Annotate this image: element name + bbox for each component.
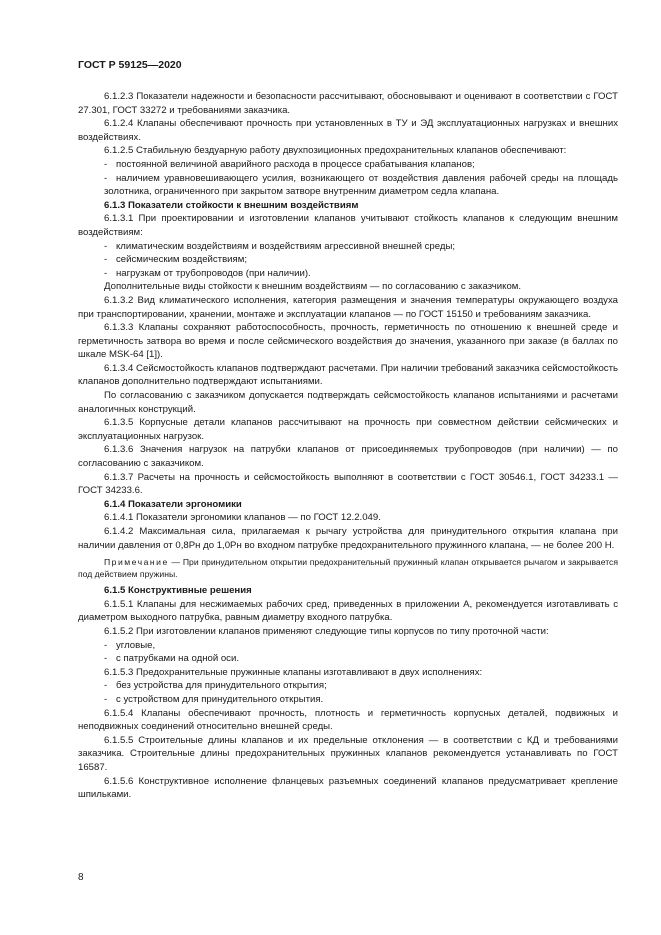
paragraph: 6.1.5.1 Клапаны для несжимаемых рабочих сред, приведенных в приложении А, рекомендуется изготавливать с диаметром выходного патрубка, равным диаметру входного патрубка.: [78, 598, 618, 624]
paragraph: 6.1.5.3 Предохранительные пружинные клапаны изготавливают в двух исполнениях:: [104, 666, 483, 678]
section-heading: 6.1.3 Показатели стойкости к внешним воздействиям: [104, 199, 359, 211]
document-header: ГОСТ Р 59125—2020: [78, 59, 182, 71]
paragraph: 6.1.5.6 Конструктивное исполнение фланцевых разъемных соединений клапанов предусматривает крепление шпильками.: [78, 775, 618, 801]
paragraph: 6.1.2.3 Показатели надежности и безопасности рассчитывают, обосновывают и оценивают в соответствии с ГОСТ 27.301, ГОСТ 33272 и требованиями заказчика.: [78, 91, 618, 116]
list-item: - без устройства для принудительного открытия;: [78, 679, 618, 693]
note: [78, 556, 618, 580]
list-item: - угловые,: [78, 639, 618, 653]
paragraph: 6.1.4.2 Максимальная сила, прилагаемая к рычагу устройства для принудительного открытия клапана при наличии давления от 0,8Pн до 1,0Pн во входном патрубке предохранительного пружинного клапана, — не более 200 Н.: [78, 526, 618, 551]
list-item: - с патрубками на одной оси.: [78, 652, 618, 666]
list-item: - постоянной величиной аварийного расхода в процессе срабатывания клапанов;: [78, 158, 618, 172]
paragraph: Дополнительные виды стойкости к внешним воздействиям — по согласованию с заказчиком.: [104, 281, 522, 293]
list-item: - климатическим воздействиям и воздействиям агрессивной внешней среды;: [78, 240, 618, 254]
paragraph: 6.1.3.1 При проектировании и изготовлении клапанов учитывают стойкость клапанов к следующим внешним воздействиям:: [78, 213, 618, 238]
paragraph: 6.1.3.3 Клапаны сохраняют работоспособность, прочность, герметичность по отношению к внешней среде и герметичность затвора во время и после сейсмического воздействия до значения, указанного при заказе (в баллах по шкале MSK-64 [1]).: [78, 322, 618, 361]
paragraph: 6.1.4.1 Показатели эргономики клапанов — по ГОСТ 12.2.049.: [104, 512, 381, 524]
paragraph: 6.1.3.7 Расчеты на прочность и сейсмостойкость выполняют в соответствии с ГОСТ 30546.1, ГОСТ 34233.1 — ГОСТ 34233.6.: [78, 471, 618, 497]
page-number: 8: [78, 872, 84, 883]
paragraph: 6.1.5.5 Строительные длины клапанов и их предельные отклонения — в соответствии с КД и требованиями заказчика. Строительные длины предохранительных пружинных клапанов рекомендуется устанавливать по ГОСТ 16587.: [78, 734, 618, 773]
paragraph: 6.1.2.4 Клапаны обеспечивают прочность при установленных в ТУ и ЭД эксплуатационных нагрузках и внешних воздействиях.: [78, 118, 618, 143]
list-item: - сейсмическим воздействиям;: [78, 253, 618, 267]
paragraph: 6.1.3.5 Корпусные детали клапанов рассчитывают на прочность при совместном действии сейсмических и эксплуатационных нагрузок.: [78, 417, 618, 442]
document-body: [78, 90, 618, 802]
paragraph: 6.1.3.4 Сейсмостойкость клапанов подтверждают расчетами. При наличии требований заказчика сейсмостойкость клапанов дополнительно подтверждают испытаниями.: [78, 362, 618, 388]
paragraph: По согласованию с заказчиком допускается подтверждать сейсмостойкость клапанов испытаниями и расчетами аналогичных конструкций.: [78, 390, 618, 415]
note-label: Примечание: [104, 557, 169, 568]
paragraph: 6.1.3.2 Вид климатического исполнения, категория размещения и значения температуры окружающего воздуха при транспортировании, хранении, монтаже и эксплуатации клапанов — по ГОСТ 15150 и требованиям заказчика.: [78, 294, 618, 320]
paragraph: 6.1.2.5 Стабильную бездуарную работу двухпозиционных предохранительных клапанов обеспечивают:: [104, 145, 567, 157]
paragraph: 6.1.3.6 Значения нагрузок на патрубки клапанов от присоединяемых трубопроводов (при наличии) — по согласованию с заказчиком.: [78, 444, 618, 470]
list-item: - с устройством для принудительного открытия.: [78, 693, 618, 707]
section-heading: 6.1.4 Показатели эргономики: [104, 498, 242, 510]
list-item: - наличием уравновешивающего усилия, возникающего от воздействия давления рабочей среды на площадь золотника, ограниченного при закрытом затворе внутренним диаметром седла клапана.: [78, 172, 618, 199]
note-text: — При принудительном открытии предохранительный пружинный клапан открывается рычагом и закрывается под действием пружины.: [78, 557, 618, 580]
paragraph: 6.1.5.4 Клапаны обеспечивают прочность, плотность и герметичность корпусных деталей, подвижных и неподвижных соединений относительно внешней среды.: [78, 707, 618, 733]
paragraph: 6.1.5.2 При изготовлении клапанов применяют следующие типы корпусов по типу проточной части:: [104, 625, 549, 637]
section-heading: 6.1.5 Конструктивные решения: [104, 585, 252, 597]
list-item: - нагрузкам от трубопроводов (при наличии).: [78, 267, 618, 281]
